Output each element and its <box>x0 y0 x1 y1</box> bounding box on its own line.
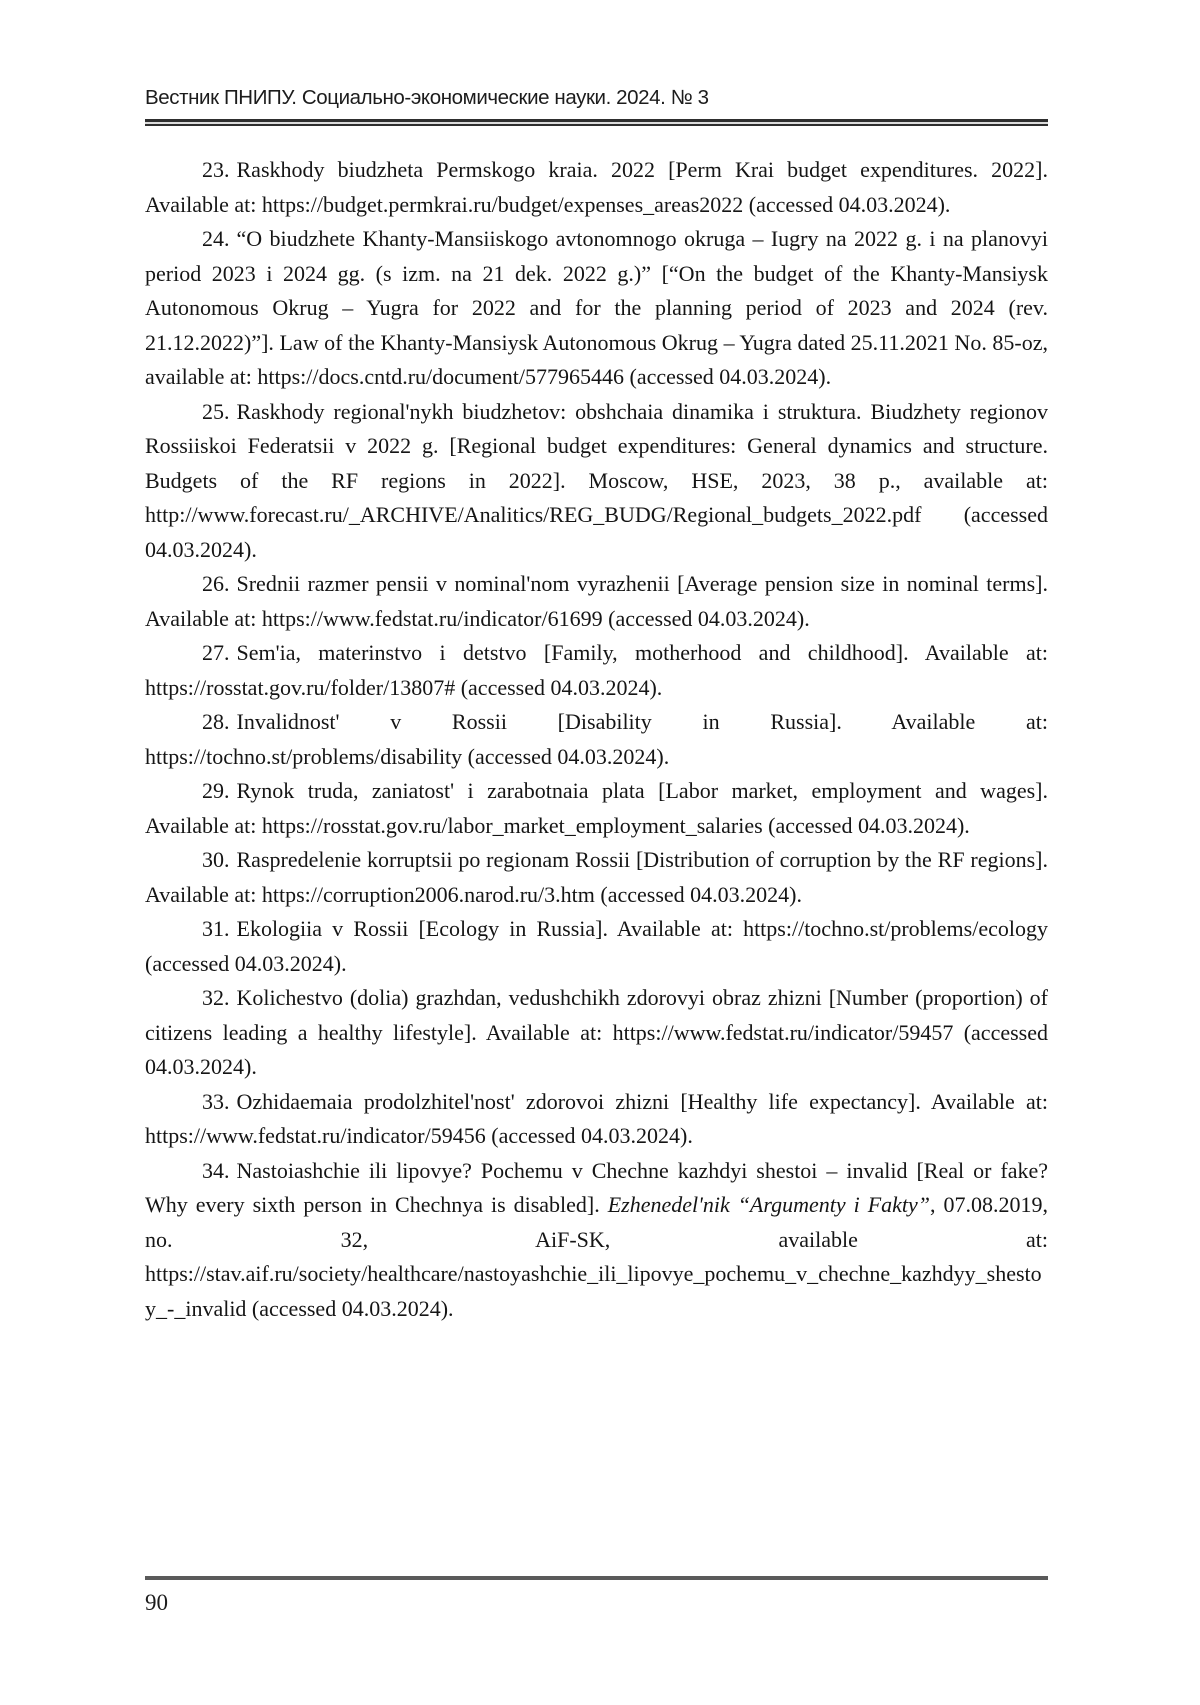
reference-text: “O biudzhete Khanty-Mansiiskogo avtonomnogo okruga – Iugry na 2022 g. i na planovyi period 2023 i 2024 gg. (s izm. na 21 dek. 2022 g.)” [“On the budget of the Khanty-Mansiysk Autonomous Okrug – Yugra for 2022 and for the planning period of 2023 and 2024 (rev. 21.12.2022)”]. Law of the Khanty-Mansiysk Autonomous Okrug – Yugra dated 25.11.2021 No. 85-oz, available at: https://docs.cntd.ru/document/577965446 (accessed 04.03.2024). <box>145 226 1048 389</box>
reference-item <box>145 153 1048 222</box>
reference-text: Ekologiia v Rossii [Ecology in Russia]. Available at: https://tochno.st/problems/ecology (accessed 04.03.2024). <box>145 916 1048 976</box>
reference-text: Raskhody biudzheta Permskogo kraia. 2022 [Perm Krai budget expenditures. 2022]. Available at: https://budget.permkrai.ru/budget/expenses_areas2022 (accessed 04.03.2024). <box>145 157 1048 217</box>
reference-text: Nastoiashchie ili lipovye? Pochemu v Chechne kazhdyi shestoi – invalid [Real or fake? Why every sixth person in Chechnya is disabled]. <box>145 1157 1048 1217</box>
reference-text: , 07.08.2019, no. 32, AiF-SK, available at: https://stav.aif.ru/society/healthcare/nastoyashchie_ili_lipovye_pochemu_v_chechne_kazhdyy_shestoy_-_invalid (accessed 04.03.2024). <box>145 1192 1048 1321</box>
reference-item <box>145 843 1048 912</box>
reference-number: 34. <box>202 1157 230 1183</box>
reference-text: Sem'ia, materinstvo i detstvo [Family, motherhood and childhood]. Available at: https://rosstat.gov.ru/folder/13807# (accessed 04.03.2024). <box>145 640 1048 700</box>
reference-number: 32. <box>202 985 230 1010</box>
reference-number: 30. <box>202 847 230 872</box>
reference-number: 28. <box>202 709 230 734</box>
reference-text: Invalidnost' v Rossii [Disability in Russia]. Available at: https://tochno.st/problems/disability (accessed 04.03.2024). <box>145 709 1048 769</box>
reference-text: Kolichestvo (dolia) grazhdan, vedushchikh zdorovyi obraz zhizni [Number (proportion) of citizens leading a healthy lifestyle]. Available at: https://www.fedstat.ru/indicator/59457 (accessed 04.03.2024). <box>145 985 1048 1079</box>
reference-number: 31. <box>202 916 230 941</box>
reference-item <box>145 912 1048 981</box>
reference-text: Ozhidaemaia prodolzhitel'nost' zdorovoi zhizni [Healthy life expectancy]. Available at: https://www.fedstat.ru/indicator/59456 (accessed 04.03.2024). <box>145 1088 1048 1148</box>
reference-number: 24. <box>202 226 230 251</box>
footer-rule <box>145 1576 1048 1580</box>
reference-number: 33. <box>202 1088 230 1114</box>
reference-number: 29. <box>202 778 230 803</box>
reference-item <box>145 1154 1048 1327</box>
journal-header-title: Вестник ПНИПУ. Социально-экономические науки. 2024. № 3 <box>145 86 709 109</box>
reference-item <box>145 567 1048 636</box>
reference-text: Rynok truda, zaniatost' i zarabotnaia plata [Labor market, employment and wages]. Available at: https://rosstat.gov.ru/labor_market_employment_salaries (accessed 04.03.2024). <box>145 778 1048 838</box>
reference-item <box>145 1085 1048 1154</box>
reference-item <box>145 395 1048 568</box>
page-number: 90 <box>145 1590 168 1615</box>
reference-number: 25. <box>202 398 230 424</box>
reference-number: 23. <box>202 157 230 182</box>
reference-item <box>145 222 1048 395</box>
reference-number: 26. <box>202 571 230 596</box>
reference-item <box>145 705 1048 774</box>
header-rule <box>145 119 1048 126</box>
reference-item <box>145 636 1048 705</box>
reference-text: Raspredelenie korruptsii po regionam Rossii [Distribution of corruption by the RF regions]. Available at: https://corruption2006.narod.ru/3.htm (accessed 04.03.2024). <box>145 847 1048 907</box>
reference-text: Raskhody regional'nykh biudzhetov: obshchaia dinamika i struktura. Biudzhety regionov Rossiiskoi Federatsii v 2022 g. [Regional budget expenditures: General dynamics and structure. Budgets of the RF regions in 2022]. Moscow, HSE, 2023, 38 p., available at: http://www.forecast.ru/_ARCHIVE/Analitics/REG_BUDG/Regional_budgets_2022.pdf (accessed 04.03.2024). <box>145 398 1048 562</box>
reference-item <box>145 981 1048 1085</box>
reference-source-italic: Ezhenedel'nik “Argumenty i Fakty” <box>607 1192 931 1217</box>
reference-text: Srednii razmer pensii v nominal'nom vyrazhenii [Average pension size in nominal terms]. Available at: https://www.fedstat.ru/indicator/61699 (accessed 04.03.2024). <box>145 571 1048 631</box>
references-list <box>145 153 1048 1326</box>
reference-item <box>145 774 1048 843</box>
reference-number: 27. <box>202 640 230 665</box>
